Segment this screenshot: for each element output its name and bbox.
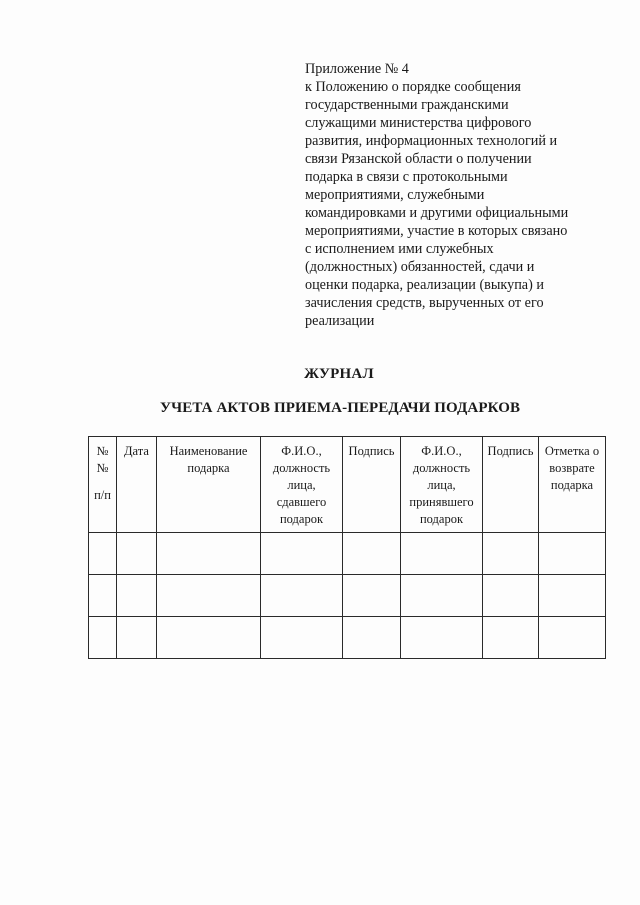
table-cell <box>261 617 343 659</box>
journal-title: ЖУРНАЛ <box>304 366 374 382</box>
column-header-line: сдавшего <box>276 495 327 509</box>
column-header-line: должность <box>272 461 331 475</box>
column-header-giver <box>261 437 343 533</box>
column-header-receiver-signature <box>483 437 539 533</box>
column-header-line: подарка <box>187 461 230 475</box>
table-cell <box>117 533 157 575</box>
appendix-line: мероприятиями, участие в которых связано <box>305 223 568 239</box>
table-cell <box>401 617 483 659</box>
appendix-line: Приложение № 4 <box>305 61 409 77</box>
appendix-line: подарка в связи с протокольными <box>305 169 508 185</box>
column-header-line: № <box>96 444 109 458</box>
appendix-line: мероприятиями, служебными <box>305 187 485 203</box>
table-cell <box>483 533 539 575</box>
table-cell <box>483 617 539 659</box>
column-header-line: подарка <box>550 478 594 492</box>
appendix-reference <box>305 60 605 330</box>
table-header-row <box>89 437 606 533</box>
column-header-receiver <box>401 437 483 533</box>
table-cell <box>89 533 117 575</box>
table-cell <box>261 533 343 575</box>
column-header-line: Подпись <box>348 444 395 458</box>
column-header-date <box>117 437 157 533</box>
table-cell <box>89 617 117 659</box>
appendix-line: развития, информационных технологий и <box>305 133 558 149</box>
appendix-line: служащими министерства цифрового <box>305 115 532 131</box>
appendix-line: (должностных) обязанностей, сдачи и <box>305 259 535 275</box>
table-cell <box>157 575 261 617</box>
table-cell <box>89 575 117 617</box>
table-cell <box>261 575 343 617</box>
table-cell <box>539 617 606 659</box>
table-cell <box>157 617 261 659</box>
column-header-line: лица, <box>427 478 456 492</box>
column-header-line: возврате <box>549 461 595 475</box>
appendix-line: с исполнением ими служебных <box>305 241 494 257</box>
column-header-line: принявшего <box>409 495 474 509</box>
appendix-line: связи Рязанской области о получении <box>305 151 532 167</box>
table-cell <box>539 533 606 575</box>
table-cell <box>483 575 539 617</box>
appendix-line: к Положению о порядке сообщения <box>305 79 521 95</box>
table-cell <box>343 617 401 659</box>
gift-transfer-register-table <box>88 436 606 659</box>
table-cell <box>401 533 483 575</box>
appendix-line: реализации <box>305 313 375 329</box>
table-body <box>89 533 606 659</box>
journal-subtitle: УЧЕТА АКТОВ ПРИЕМА-ПЕРЕДАЧИ ПОДАРКОВ <box>160 400 521 416</box>
column-header-line: Ф.И.О., <box>421 444 462 458</box>
table-cell <box>401 575 483 617</box>
column-header-line: Отметка о <box>544 444 600 458</box>
column-header-line: Дата <box>124 444 149 458</box>
table-cell <box>343 575 401 617</box>
column-header-line: № <box>96 461 109 475</box>
table-cell <box>117 575 157 617</box>
table-cell <box>157 533 261 575</box>
table-row <box>89 533 606 575</box>
appendix-line: оценки подарка, реализации (выкупа) и <box>305 277 544 293</box>
column-header-line: лица, <box>287 478 316 492</box>
column-header-line: подарок <box>279 512 324 526</box>
column-header-gift-name <box>157 437 261 533</box>
table-row <box>89 617 606 659</box>
appendix-line: государственными гражданскими <box>305 97 509 113</box>
column-header-line: должность <box>412 461 471 475</box>
table-row <box>89 575 606 617</box>
table-cell <box>539 575 606 617</box>
column-header-return-mark <box>539 437 606 533</box>
column-header-line: п/п <box>94 488 111 502</box>
table-cell <box>343 533 401 575</box>
column-header-line: Ф.И.О., <box>281 444 322 458</box>
column-header-giver-signature <box>343 437 401 533</box>
column-header-line: Подпись <box>487 444 534 458</box>
appendix-line: зачисления средств, вырученных от его <box>305 295 544 311</box>
column-header-line: подарок <box>419 512 464 526</box>
column-header-line: Наименование <box>169 444 248 458</box>
appendix-line: командировками и другими официальными <box>305 205 569 221</box>
table-cell <box>117 617 157 659</box>
column-header-number <box>89 437 117 533</box>
